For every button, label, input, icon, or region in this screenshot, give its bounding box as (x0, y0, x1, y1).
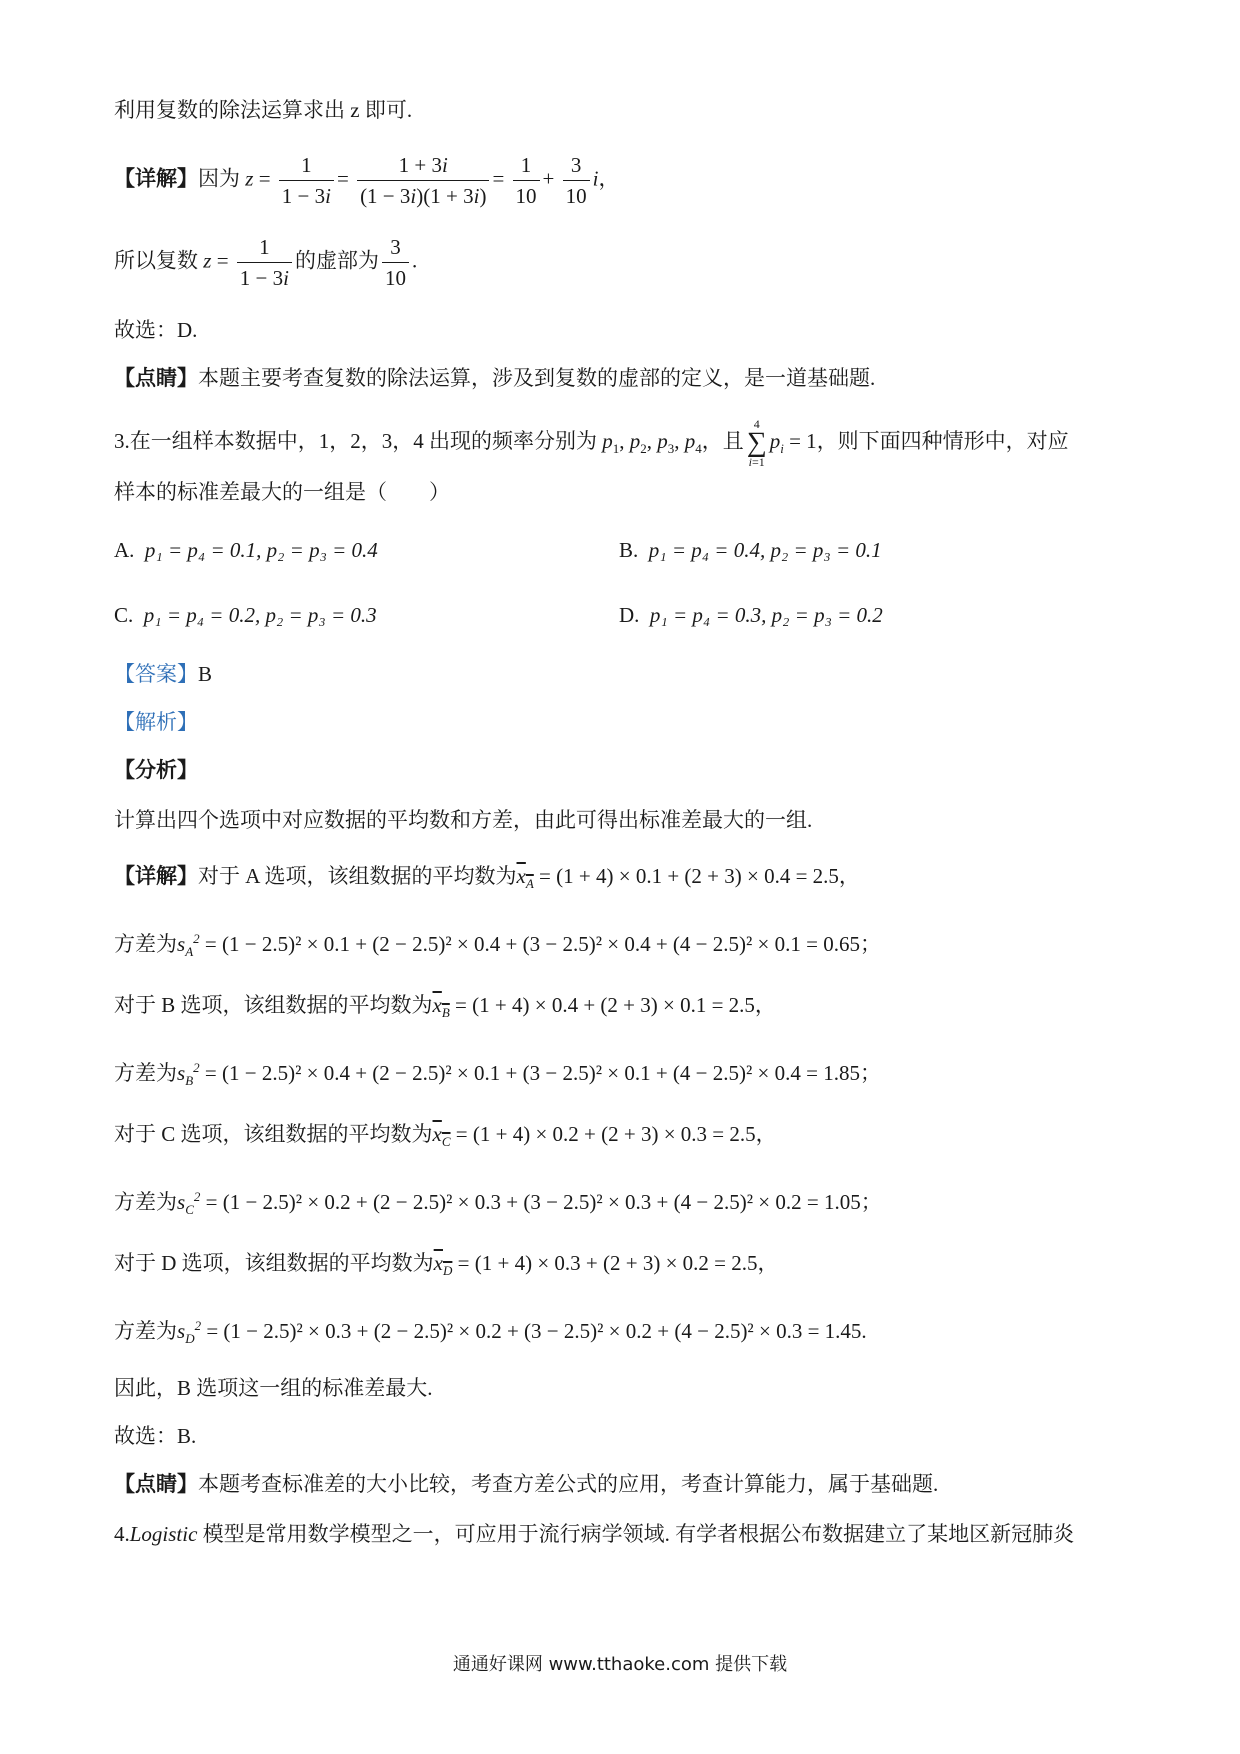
sum-symbol: 4 ∑ i=1 (746, 417, 767, 469)
text-span: 故选：D. (114, 318, 198, 342)
variance-symbol: $s_A^2$ (177, 931, 200, 960)
option-math: p₁ = p₄ = 0.1, p₂ = p₃ = 0.4 (144, 538, 378, 562)
option-math: p₁ = p₄ = 0.3, p₂ = p₃ = 0.2 (649, 603, 883, 627)
text-span: 所以复数 (114, 248, 198, 273)
text-line (114, 806, 812, 834)
text-line (114, 1374, 433, 1402)
fenxi-tag: 【分析】 (114, 758, 198, 782)
fraction: $\frac{1}{1 - 3i}$ (237, 232, 292, 293)
math-expr: = (1 − 2.5)² × 0.4 + (2 − 2.5)² × 0.1 + (3 − 2.5)² × 0.1 + (4 − 2.5)² × 0.4 = 1.85； (199, 1061, 881, 1085)
text-span: 计算出四个选项中对应数据的平均数和方差，由此可得出标准差最大的一组. (114, 808, 813, 832)
text-span: 本题考查标准差的大小比较，考查方差公式的应用，考查计算能力，属于基础题. (198, 1472, 939, 1496)
question-number: 4. (114, 1522, 130, 1546)
variance-symbol: $s_B^2$ (177, 1060, 200, 1089)
option-a[interactable] (114, 536, 378, 564)
mean-symbol: $x_D$ (433, 1251, 453, 1279)
detail-line (114, 1054, 881, 1095)
question-line (114, 1520, 1074, 1548)
text-span: 3.在一组样本数据中，1，2，3，4 出现的频率分别为 (114, 428, 597, 453)
math-expr: = (1 + 4) × 0.3 + (2 + 3) × 0.2 = 2.5， (452, 1251, 779, 1275)
fraction: $\frac{3}{10}$ (382, 232, 409, 293)
text-line (114, 316, 197, 344)
math-expr: = (1 − 2.5)² × 0.3 + (2 − 2.5)² × 0.2 + (3 − 2.5)² × 0.2 + (4 − 2.5)² × 0.3 = 1.45. (201, 1319, 867, 1343)
text-span: 本题主要考查复数的除法运算，涉及到复数的虚部的定义，是一道基础题. (198, 366, 876, 390)
detail-line (114, 1183, 882, 1224)
option-label: A. (114, 538, 135, 562)
option-c[interactable] (114, 601, 377, 629)
section-tag: 【点睛】 (114, 1472, 198, 1496)
text-span: 因为 (198, 166, 240, 191)
text-span: . (411, 248, 418, 273)
analysis-tag: 【解析】 (114, 710, 198, 734)
math-var: z (203, 248, 212, 273)
mean-symbol: $x_A$ (516, 864, 534, 892)
answer-tag: 【答案】 (114, 662, 198, 686)
option-label: C. (114, 603, 134, 627)
math-expr: = (1 + 4) × 0.1 + (2 + 3) × 0.4 = 2.5， (533, 864, 860, 888)
italic-word: Logistic (129, 1522, 198, 1546)
text-span: 对于 C 选项，该组数据的平均数为 (114, 1122, 433, 1146)
text-span: 方差为 (114, 932, 177, 956)
text-span: 对于 D 选项，该组数据的平均数为 (114, 1251, 434, 1275)
fenxi-tag-line (114, 756, 198, 784)
section-tag: 【点睛】 (114, 366, 198, 390)
fraction: $\frac{1 + 3i}{(1 - 3i)(1 + 3i)}$ (357, 150, 489, 211)
mean-symbol: $x_B$ (432, 993, 450, 1021)
math-expr: = (1 + 4) × 0.4 + (2 + 3) × 0.1 = 2.5， (449, 993, 776, 1017)
text-span: 方差为 (114, 1319, 177, 1343)
math-var: z (245, 166, 254, 191)
option-d[interactable] (619, 601, 883, 629)
detail-line (114, 925, 881, 966)
text-line (114, 1470, 938, 1498)
option-label: B. (619, 538, 639, 562)
answer-value: B (198, 662, 213, 686)
text-span: 对于 A 选项，该组数据的平均数为 (198, 864, 517, 888)
variance-symbol: $s_D^2$ (177, 1318, 202, 1347)
option-math: p₁ = p₄ = 0.4, p₂ = p₃ = 0.1 (648, 538, 882, 562)
text-span: 因此，B 选项这一组的标准差最大. (114, 1376, 433, 1400)
text-span: 方差为 (114, 1061, 177, 1085)
text-span: 利用复数的除法运算求出 z 即可. (114, 98, 413, 122)
detail-line (114, 1120, 777, 1156)
text-span: 的虚部为 (294, 248, 379, 273)
fraction: $\frac{1}{1 - 3i}$ (279, 150, 334, 211)
text-span: 对于 B 选项，该组数据的平均数为 (114, 993, 433, 1017)
text-line (114, 96, 412, 124)
text-span: ，且 (701, 428, 744, 453)
detail-line (114, 862, 860, 898)
section-tag: 【详解】 (114, 864, 198, 888)
answer-line (114, 660, 212, 688)
mean-symbol: $x_C$ (432, 1122, 451, 1150)
option-math: p₁ = p₄ = 0.2, p₂ = p₃ = 0.3 (143, 603, 377, 627)
fraction: $\frac{1}{10}$ (513, 150, 540, 211)
text-span: 样本的标准差最大的一组是（ ） (114, 480, 450, 504)
text-line: 【详解】因为 z = $\frac{1}{1 - 3i}$ = $\frac{1 + 3i}{(1 - 3i)(1 + 3i)}$ = $\frac{1}{10}$ + $\frac{3}{10}$ i， (114, 150, 619, 211)
text-span: ，则下面四种情形中，对应 (816, 428, 1069, 453)
footer-credit: 通通好课网 www.tthaoke.com 提供下载 (452, 1654, 788, 1675)
math-expr: = (1 + 4) × 0.2 + (2 + 3) × 0.3 = 2.5， (450, 1122, 777, 1146)
detail-line (114, 1249, 779, 1285)
detail-line (114, 1312, 867, 1353)
text-line (114, 364, 875, 392)
text-line (114, 1422, 196, 1450)
analysis-tag-line (114, 708, 198, 736)
math-expr: = (1 − 2.5)² × 0.1 + (2 − 2.5)² × 0.4 + (3 − 2.5)² × 0.4 + (4 − 2.5)² × 0.1 = 0.65； (199, 932, 881, 956)
option-label: D. (619, 603, 640, 627)
section-tag: 【详解】 (114, 166, 198, 191)
text-span: 模型是常用数学模型之一，可应用于流行病学领域. 有学者根据公布数据建立了某地区新冠肺炎 (197, 1522, 1075, 1546)
option-b[interactable] (619, 536, 882, 564)
math-expr: = (1 − 2.5)² × 0.2 + (2 − 2.5)² × 0.3 + (3 − 2.5)² × 0.3 + (4 − 2.5)² × 0.2 = 1.05； (200, 1190, 882, 1214)
detail-line (114, 991, 776, 1027)
text-span: 方差为 (114, 1190, 177, 1214)
question-line (114, 478, 450, 506)
text-line: 所以复数 z = $\frac{1}{1 - 3i}$ 的虚部为 $\frac{3}{10}$ . (114, 232, 417, 293)
variance-symbol: $s_C^2$ (177, 1189, 201, 1218)
text-span: 故选：B. (114, 1424, 197, 1448)
text-span: ， (598, 166, 620, 191)
question-line: 3.在一组样本数据中，1，2，3，4 出现的频率分别为 $p_1$, $p_2$, $p_3$, $p_4$，且4 ∑ $i=1p_i = 1$，则下面四种情形中，对应 (114, 417, 1069, 469)
fraction: $\frac{3}{10}$ (563, 150, 590, 211)
